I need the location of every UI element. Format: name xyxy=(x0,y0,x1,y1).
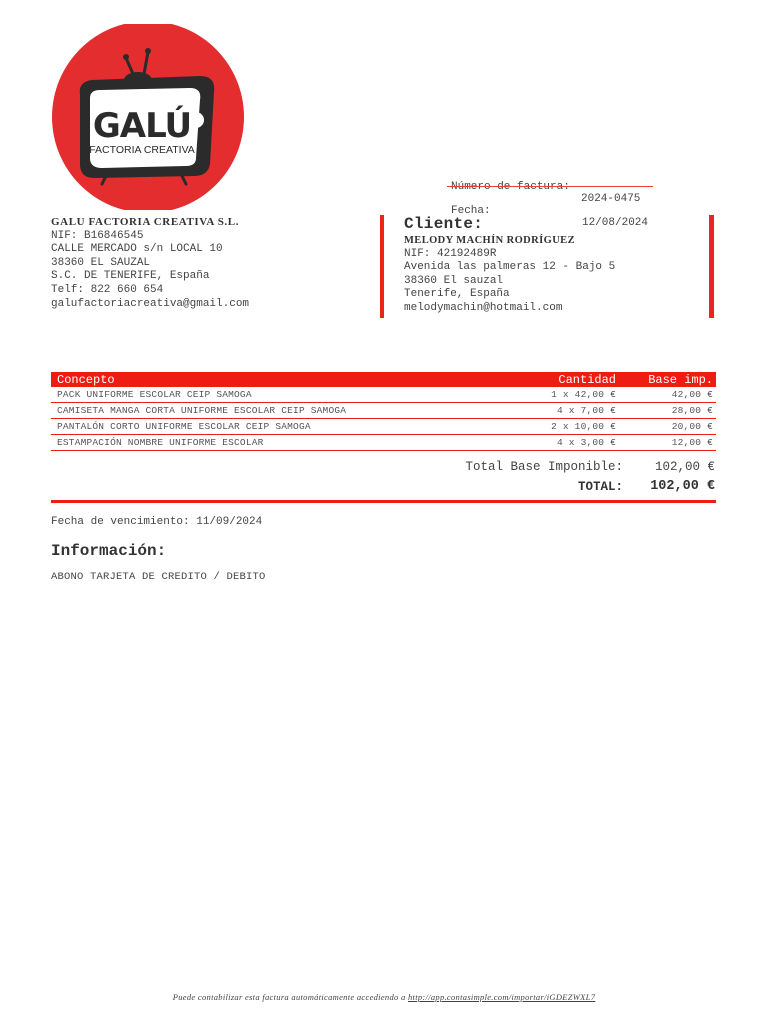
row-concept: CAMISETA MANGA CORTA UNIFORME ESCOLAR CEIP SAMOGA xyxy=(57,405,347,416)
row-quantity: 2 x 10,00 € xyxy=(551,421,616,432)
invoice-date: 12/08/2024 xyxy=(581,217,648,229)
client-email: melodymachin@hotmail.com xyxy=(404,301,563,314)
row-quantity: 4 x 3,00 € xyxy=(556,437,616,448)
logo-tagline: FACTORIA CREATIVA xyxy=(89,144,195,156)
company-address-line3: S.C. DE TENERIFE, España xyxy=(51,270,210,283)
company-logo xyxy=(50,24,246,210)
table-row xyxy=(51,403,716,419)
total-base-value: 102,00 € xyxy=(654,460,715,474)
table-row xyxy=(51,387,716,403)
row-quantity: 1 x 42,00 € xyxy=(551,389,616,400)
due-date: Fecha de vencimiento: 11/09/2024 xyxy=(51,516,263,528)
totals-divider xyxy=(51,500,716,503)
client-address-line3: Tenerife, España xyxy=(404,288,510,301)
header-quantity: Cantidad xyxy=(558,373,616,387)
client-name: MELODY MACHÍN RODRÍGUEZ xyxy=(404,235,575,246)
table-row xyxy=(51,419,716,435)
client-address-line1: Avenida las palmeras 12 - Bajo 5 xyxy=(404,261,616,274)
items-table xyxy=(51,372,716,451)
invoice-date-label: Fecha: xyxy=(451,205,491,217)
header-concept: Concepto xyxy=(57,373,115,387)
header-base: Base imp. xyxy=(648,373,713,387)
client-bar-right xyxy=(709,215,714,318)
row-concept: ESTAMPACIÓN NOMBRE UNIFORME ESCOLAR xyxy=(57,437,264,448)
row-base: 42,00 € xyxy=(671,389,713,400)
company-address-line1: CALLE MERCADO s/n LOCAL 10 xyxy=(51,243,223,256)
total-value: 102,00 € xyxy=(650,479,715,494)
company-name: GALU FACTORIA CREATIVA S.L. xyxy=(51,216,240,228)
total-base-label: Total Base Imponible: xyxy=(465,460,623,474)
row-base: 12,00 € xyxy=(671,437,713,448)
client-heading: Cliente: xyxy=(404,215,484,233)
row-concept: PANTALÓN CORTO UNIFORME ESCOLAR CEIP SAMOGA xyxy=(57,421,311,432)
info-text: ABONO TARJETA DE CREDITO / DEBITO xyxy=(51,571,266,583)
client-address-line2: 38360 El sauzal xyxy=(404,274,504,287)
invoice-number: 2024-0475 xyxy=(581,193,641,205)
client-nif: NIF: 42192489R xyxy=(404,247,497,260)
row-base: 28,00 € xyxy=(671,405,713,416)
company-info xyxy=(51,216,351,311)
company-phone: Telf: 822 660 654 xyxy=(51,283,164,296)
row-concept: PACK UNIFORME ESCOLAR CEIP SAMOGA xyxy=(57,389,252,400)
info-title: Información: xyxy=(51,542,167,560)
table-row xyxy=(51,435,716,451)
footer-note xyxy=(0,992,768,1002)
company-email: galufactoriacreativa@gmail.com xyxy=(51,297,250,310)
footer-link[interactable]: http://app.contasimple.com/importar/iGDEZWXL7 xyxy=(407,992,596,1002)
total-label: TOTAL: xyxy=(577,480,623,494)
invoice-number-label: Número de factura: xyxy=(451,181,570,193)
client-bar-left xyxy=(380,215,384,318)
invoice-date-row xyxy=(451,193,651,229)
row-base: 20,00 € xyxy=(671,421,713,432)
meta-divider xyxy=(447,186,653,187)
company-nif: NIF: B16846545 xyxy=(51,229,144,242)
company-address-line2: 38360 EL SAUZAL xyxy=(51,256,151,269)
table-header xyxy=(51,372,716,387)
footer-text: Puede contabilizar esta factura automáticamente accediendo a xyxy=(172,992,406,1002)
row-quantity: 4 x 7,00 € xyxy=(556,405,616,416)
logo-brand: GALÚ xyxy=(92,106,192,146)
client-info xyxy=(404,214,704,316)
invoice-number-row xyxy=(451,169,651,205)
